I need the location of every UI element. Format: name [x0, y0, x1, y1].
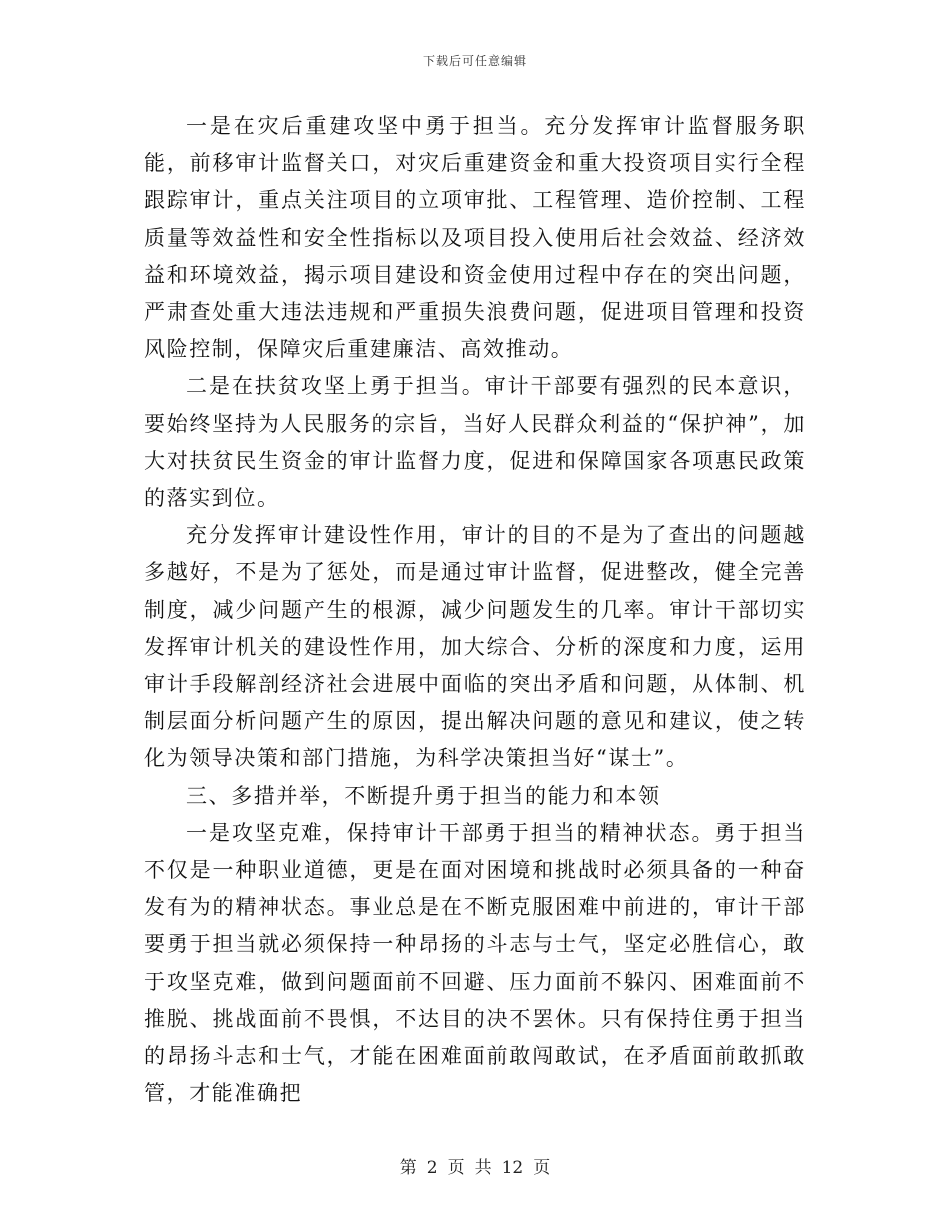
document-body	[144, 108, 806, 1112]
page-header: 下载后可任意编辑	[422, 54, 527, 68]
paragraph-poverty-alleviation: 二是在扶贫攻坚上勇于担当。审计干部要有强烈的民本意识，要始终坚持为人民服务的宗旨，当好人民群众利益的“保护神”，加大对扶贫民生资金的审计监督力度，促进和保障国家各项惠民政策的落实到位。	[144, 374, 806, 511]
paragraph-constructive-role: 充分发挥审计建设性作用，审计的目的不是为了查出的问题越多越好，不是为了惩处，而是通过审计监督，促进整改，健全完善制度，减少问题产生的根源，减少问题发生的几率。审计干部切实发挥审计机关的建设性作用，加大综合、分析的深度和力度，运用审计手段解剖经济社会进展中面临的突出矛盾和问题，从体制、机制层面分析问题产生的原因，提出解决问题的意见和建议，使之转化为领导决策和部门措施，为科学决策担当好“谋士”。	[144, 523, 806, 771]
section-heading-three: 三、多措并举，不断提升勇于担当的能力和本领	[186, 783, 661, 808]
page-label-suffix: 页	[533, 1158, 551, 1178]
total-pages-number: 12	[501, 1158, 524, 1178]
paragraph-post-disaster-reconstruction: 一是在灾后重建攻坚中勇于担当。充分发挥审计监督服务职能，前移审计监督关口，对灾后重建资金和重大投资项目实行全程跟踪审计，重点关注项目的立项审批、工程管理、造价控制、工程质量等效益性和安全性指标以及项目投入使用后社会效益、经济效益和环境效益，揭示项目建设和资金使用过程中存在的突出问题，严肃查处重大违法违规和严重损失浪费问题，促进项目管理和投资风险控制，保障灾后重建廉洁、高效推动。	[144, 114, 806, 362]
page-footer	[0, 1153, 950, 1178]
paragraph-overcome-difficulties: 一是攻坚克难，保持审计干部勇于担当的精神状态。勇于担当不仅是一种职业道德，更是在面对困境和挑战时必须具备的一种奋发有为的精神状态。事业总是在不断克服困难中前进的，审计干部要勇于担当就必须保持一种昂扬的斗志与士气，坚定必胜信心，敢于攻坚克难，做到问题面前不回避、压力面前不躲闪、困难面前不推脱、挑战面前不畏惧，不达目的决不罢休。只有保持住勇于担当的昂扬斗志和士气，才能在困难面前敢闯敢试，在矛盾面前敢抓敢管，才能准确把	[144, 820, 806, 1106]
page-label-mid: 页	[447, 1158, 465, 1178]
page-label-total-prefix: 共	[474, 1158, 492, 1178]
page-label-prefix: 第	[399, 1158, 417, 1178]
current-page-number: 2	[426, 1158, 438, 1178]
